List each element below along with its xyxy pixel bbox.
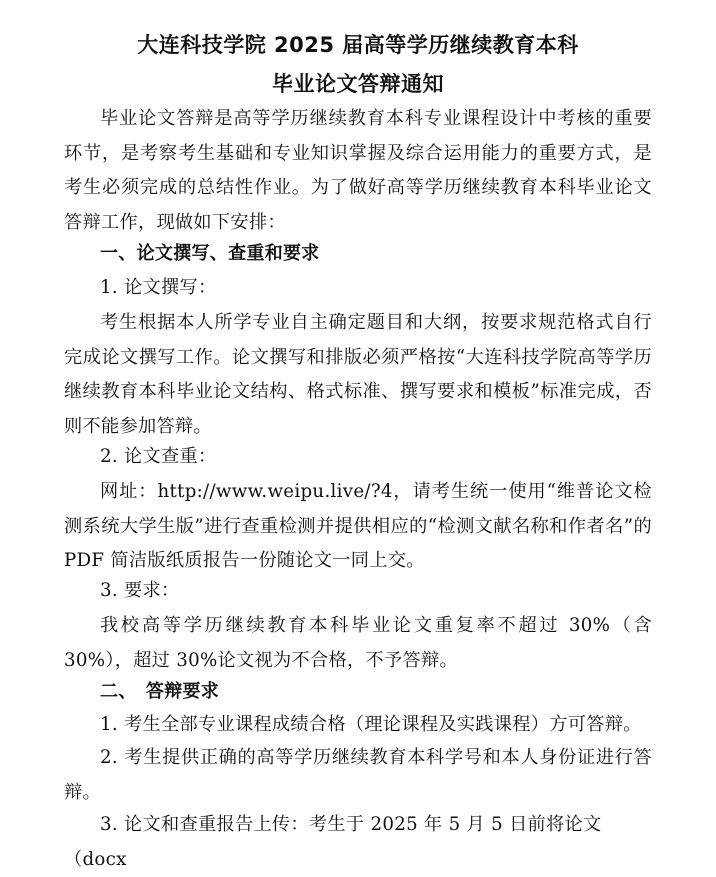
subsection-2-body: 网址：http://www.weipu.live/?4，请考生统一使用“维普论文检测系统大学生版”进行查重检测并提供相应的“检测文献名称和作者名”的 PDF 简洁版纸质报告一份随论文一同上交。 [64,481,652,572]
document-title-line-2: 毕业论文答辩通知 [272,72,444,96]
section-1-heading: 一、论文撰写、查重和要求 [100,243,320,264]
subsection-3-title: 3. 要求： [100,580,180,601]
requirement-item-2: 2. 考生提供正确的高等学历继续教育本科学号和本人身份证进行答辩。 [64,747,652,803]
document-title-line-1: 大连科技学院 2025 届高等学历继续教育本科 [137,33,579,57]
intro-paragraph: 毕业论文答辩是高等学历继续教育本科专业课程设计中考核的重要环节，是考察考生基础和专业知识掌握及综合运用能力的重要方式，是考生必须完成的总结性作业。为了做好高等学历继续教育本科毕业论文答辩工作，现做如下安排： [64,108,652,233]
requirement-item-1: 1. 考生全部专业课程成绩合格（理论课程及实践课程）方可答辩。 [100,714,642,735]
subsection-3-body: 我校高等学历继续教育本科毕业论文重复率不超过 30%（含 30%），超过 30%论文视为不合格，不予答辩。 [64,615,652,671]
requirement-item-3: 3. 论文和查重报告上传：考生于 2025 年 5 月 5 日前将论文（docx [64,814,602,870]
subsection-2-title: 2. 论文查重： [100,446,217,467]
section-2-heading: 二、 答辩要求 [100,681,220,702]
subsection-1-title: 1. 论文撰写： [100,277,217,298]
subsection-1-body: 考生根据本人所学专业自主确定题目和大纲，按要求规范格式自行完成论文撰写工作。论文撰写和排版必须严格按“大连科技学院高等学历继续教育本科毕业论文结构、格式标准、撰写要求和模板”标准完成，否则不能参加答辩。 [64,312,652,437]
